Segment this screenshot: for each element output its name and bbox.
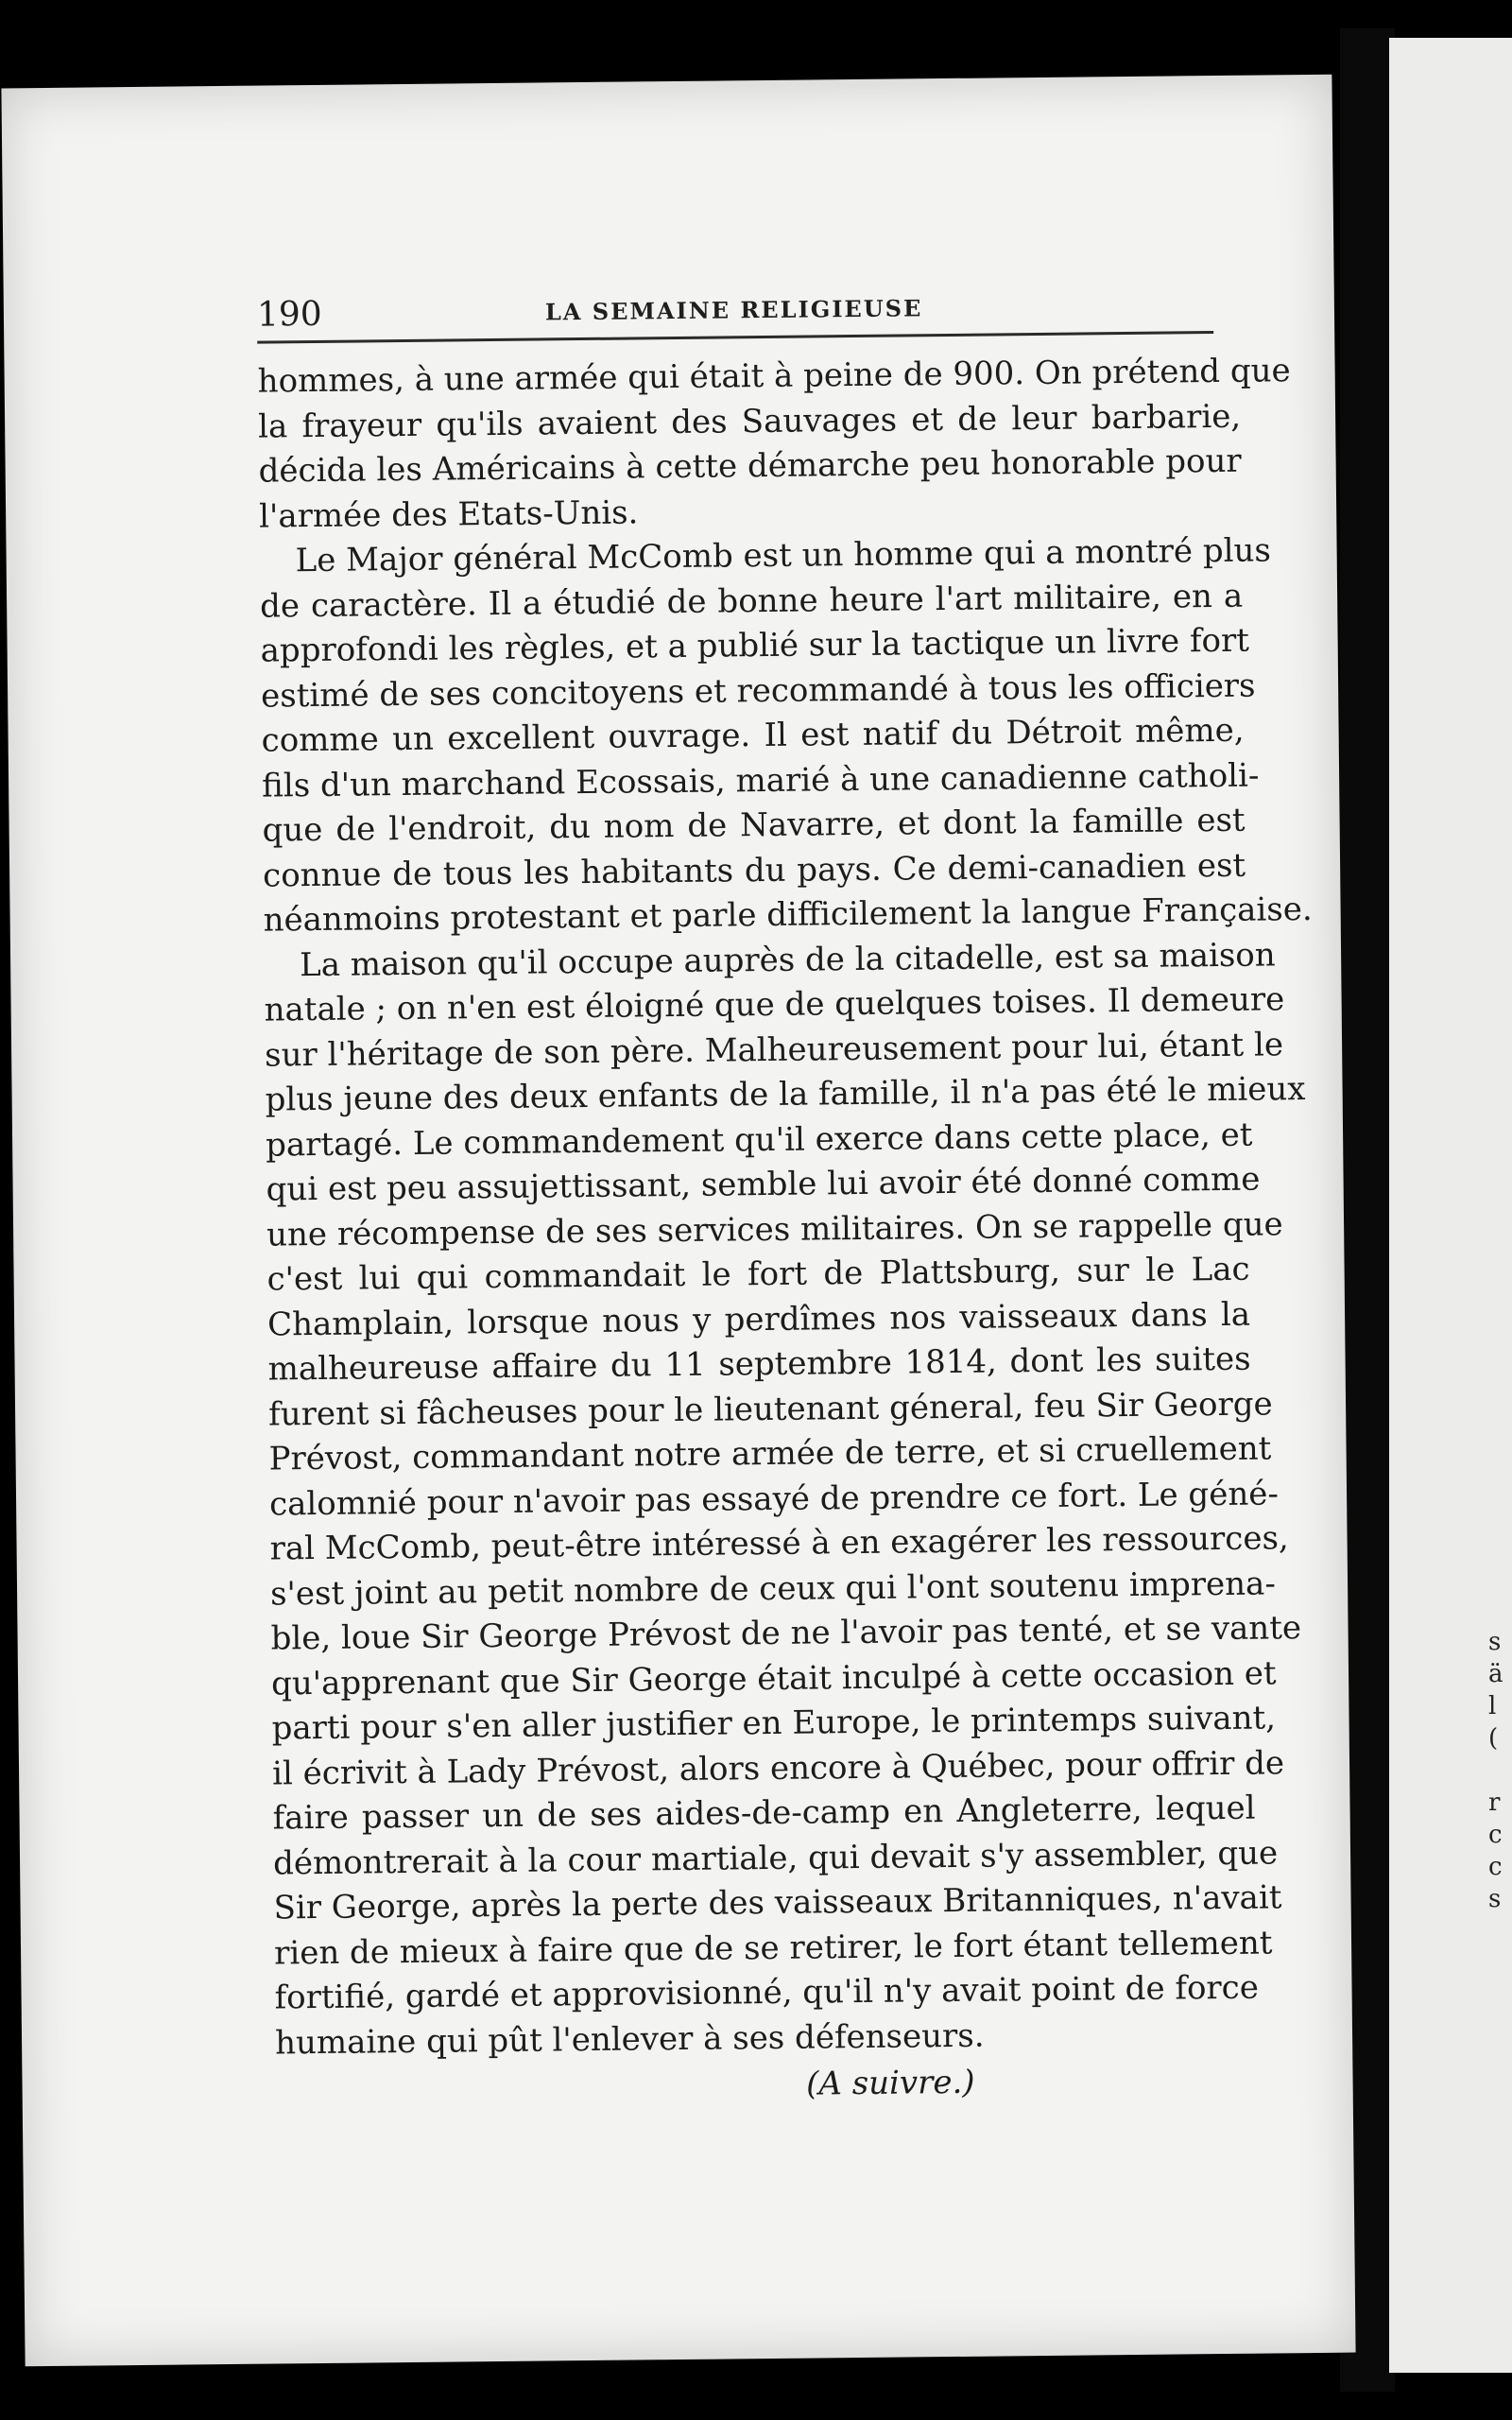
body-text xyxy=(257,350,1313,2113)
adjacent-letter: s xyxy=(1488,1885,1502,1913)
text-line: qu'apprenant que Sir George était inculpé à cette occasion et xyxy=(270,1653,1277,1703)
text-line: partagé. Le commandement qu'il exerce dans cette place, et xyxy=(265,1115,1253,1165)
text-line: comme un excellent ouvrage. Il est natif du Détroit même, xyxy=(261,711,1245,760)
text-line: la frayeur qu'ils avaient des Sauvages et de leur barbarie, xyxy=(257,397,1242,446)
text-line: Prévost, commandant notre armée de terre, et si cruellement xyxy=(268,1429,1272,1478)
adjacent-letter: s xyxy=(1488,1628,1502,1656)
text-line: Champlain, lorsque nous y perdîmes nos vaisseaux dans la xyxy=(266,1295,1251,1344)
text-line: faire passer un de ses aides-de-camp en Angleterre, lequel xyxy=(272,1789,1256,1838)
text-line: parti pour s'en aller justifier en Europe, le printemps suivant, xyxy=(271,1699,1277,1748)
adjacent-letter: c xyxy=(1488,1821,1503,1849)
page-header xyxy=(257,284,1213,344)
text-line: néanmoins protestant et parle difficilement la langue Française. xyxy=(263,890,1313,940)
adjacent-letter xyxy=(1488,1754,1512,1787)
adjacent-letter: ( xyxy=(1488,1724,1499,1753)
text-line: s'est joint au petit nombre de ceux qui l'ont soutenu imprena- xyxy=(269,1564,1277,1614)
text-line: natale ; on n'en est éloigné que de quelques toises. Il demeure xyxy=(264,980,1285,1029)
text-line: une récompense de ses services militaires. On se rappelle que xyxy=(266,1204,1283,1254)
text-line: plus jeune des deux enfants de la famille, il n'a pas été le mieux xyxy=(265,1070,1306,1119)
text-line: approfondi les règles, et a publié sur la tactique un livre fort xyxy=(260,621,1250,670)
text-line: humaine qui pût l'enlever à ses défenseurs. xyxy=(274,2016,985,2063)
text-line: rien de mieux à faire que de se retirer, le fort étant tellement xyxy=(273,1923,1273,1973)
text-line: démontrerait à la cour martiale, qui devait s'y assembler, que xyxy=(272,1833,1279,1883)
text-line: décida les Américains à cette démarche peu honorable pour xyxy=(258,441,1242,491)
adjacent-page-edge xyxy=(1389,38,1512,2373)
page-content xyxy=(254,76,1313,2103)
to-be-continued: (A suivre.) xyxy=(805,2063,975,2103)
running-title: LA SEMAINE RELIGIEUSE xyxy=(544,294,923,326)
text-line: qui est peu assujettissant, semble lui avoir été donné comme xyxy=(266,1160,1261,1209)
adjacent-letter: r xyxy=(1488,1789,1501,1817)
text-line: ble, loue Sir George Prévost de ne l'avoir pas tenté, et se vante xyxy=(270,1609,1302,1658)
adjacent-letter: l xyxy=(1488,1692,1497,1720)
text-line: sur l'héritage de son père. Malheureusement pour lui, étant le xyxy=(264,1025,1284,1075)
text-line: de caractère. Il a étudié de bonne heure l'art militaire, en a xyxy=(259,577,1244,626)
text-line: malheureuse affaire du 11 septembre 1814, dont les suites xyxy=(267,1340,1251,1389)
text-line: Sir George, après la perte des vaisseaux Britanniques, n'avait xyxy=(273,1878,1282,1927)
adjacent-letter: ä xyxy=(1488,1660,1503,1688)
text-line: Le Major général McComb est un homme qui a montré plus xyxy=(295,531,1272,580)
page-number: 190 xyxy=(256,294,322,335)
text-line: La maison qu'il occupe auprès de la citadelle, est sa maison xyxy=(299,935,1276,984)
book-page xyxy=(1,75,1355,2367)
text-line: fortifié, gardé et approvisionné, qu'il n'y avait point de force xyxy=(274,1968,1260,2017)
adjacent-page-letters xyxy=(1488,1626,1512,1915)
text-line: calomnié pour n'avoir pas essayé de prendre ce fort. Le géné- xyxy=(268,1474,1280,1524)
text-line: que de l'endroit, du nom de Navarre, et dont la famille est xyxy=(262,801,1246,850)
text-line: hommes, à une armée qui était à peine de 900. On prétend que xyxy=(257,352,1291,401)
text-line: ral McComb, peut-être intéressé à en exagérer les ressources, xyxy=(269,1519,1289,1568)
text-line: fils d'un marchand Ecossais, marié à une canadienne catholi- xyxy=(261,756,1260,805)
text-line: furent si fâcheuses pour le lieutenant géneral, feu Sir George xyxy=(267,1384,1273,1434)
text-line: l'armée des Etats-Unis. xyxy=(258,493,639,536)
text-line: estimé de ses concitoyens et recommandé à tous les officiers xyxy=(260,666,1256,716)
text-line: il écrivit à Lady Prévost, alors encore à Québec, pour offrir de xyxy=(271,1743,1285,1793)
text-line: connue de tous les habitants du pays. Ce demi-canadien est xyxy=(262,846,1246,895)
text-line: c'est lui qui commandait le fort de Plattsburg, sur le Lac xyxy=(266,1250,1250,1299)
adjacent-letter: c xyxy=(1488,1853,1503,1881)
